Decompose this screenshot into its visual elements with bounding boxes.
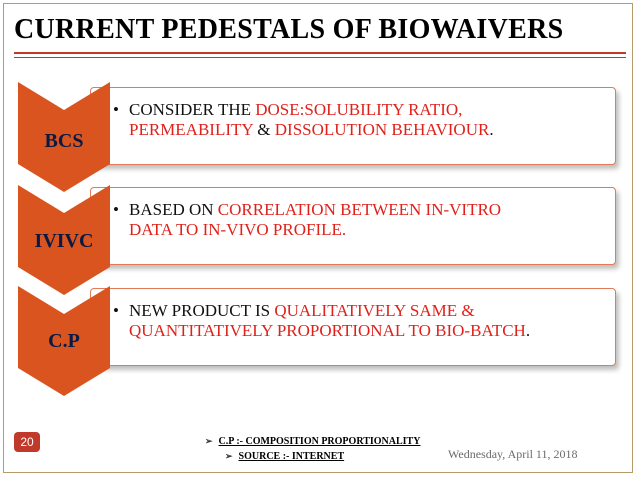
row-ivivc [0, 185, 638, 285]
text-highlight: DISSOLUTION BEHAVIOUR [274, 120, 490, 139]
text-highlight: PERMEABILITY [129, 120, 254, 139]
chevron-shape [18, 286, 110, 396]
row-text [113, 200, 607, 240]
text-highlight: DATA TO IN-VIVO PROFILE. [129, 220, 347, 239]
chevron-label: BCS [44, 130, 84, 152]
footnotes [205, 436, 420, 466]
text-highlight: QUANTITATIVELY PROPORTIONAL TO BIO-BATCH [129, 321, 526, 340]
line-2 [129, 220, 607, 240]
title-underline-thin [14, 57, 626, 58]
chevron-label: C.P [48, 330, 80, 352]
text-plain: CONSIDER THE [129, 100, 256, 119]
row-text [113, 301, 607, 341]
title-underline [14, 52, 626, 54]
text-plain: & [253, 120, 275, 139]
line-1 [129, 200, 607, 220]
chevron-shape [18, 82, 110, 192]
bullet-icon: • [113, 100, 119, 119]
chevron-shape [18, 185, 110, 295]
text-highlight: QUALITATIVELY SAME & [274, 301, 475, 320]
row-text [113, 100, 607, 140]
line-1 [129, 100, 607, 120]
text-plain: BASED ON [129, 200, 218, 219]
row-box [90, 187, 616, 265]
row-box [90, 87, 616, 165]
slide-number: 20 [14, 432, 40, 452]
text-highlight: CORRELATION BETWEEN IN-VITRO [217, 200, 502, 219]
arrow-bullet-icon: ➢ [205, 436, 213, 446]
row-bcs [0, 82, 638, 182]
row-cp [0, 286, 638, 386]
row-box [90, 288, 616, 366]
line-1 [129, 301, 607, 321]
chevron-label: IVIVC [34, 230, 94, 252]
slide-date: Wednesday, April 11, 2018 [448, 447, 578, 461]
line-2 [129, 321, 607, 341]
footnote-text: SOURCE :- INTERNET [238, 451, 345, 462]
text-plain: NEW PRODUCT IS [129, 301, 275, 320]
line-2 [129, 120, 607, 140]
text-plain: . [525, 321, 531, 340]
slide-title: CURRENT PEDESTALS OF BIOWAIVERS [14, 14, 564, 45]
footnote-item [205, 436, 420, 451]
arrow-bullet-icon: ➢ [225, 451, 233, 461]
bullet-icon: • [113, 301, 119, 320]
bullet-icon: • [113, 200, 119, 219]
text-plain: . [489, 120, 494, 139]
text-highlight: DOSE:SOLUBILITY RATIO, [255, 100, 463, 119]
footnote-item [225, 451, 420, 466]
footnote-text: C.P :- COMPOSITION PROPORTIONALITY [218, 436, 421, 447]
